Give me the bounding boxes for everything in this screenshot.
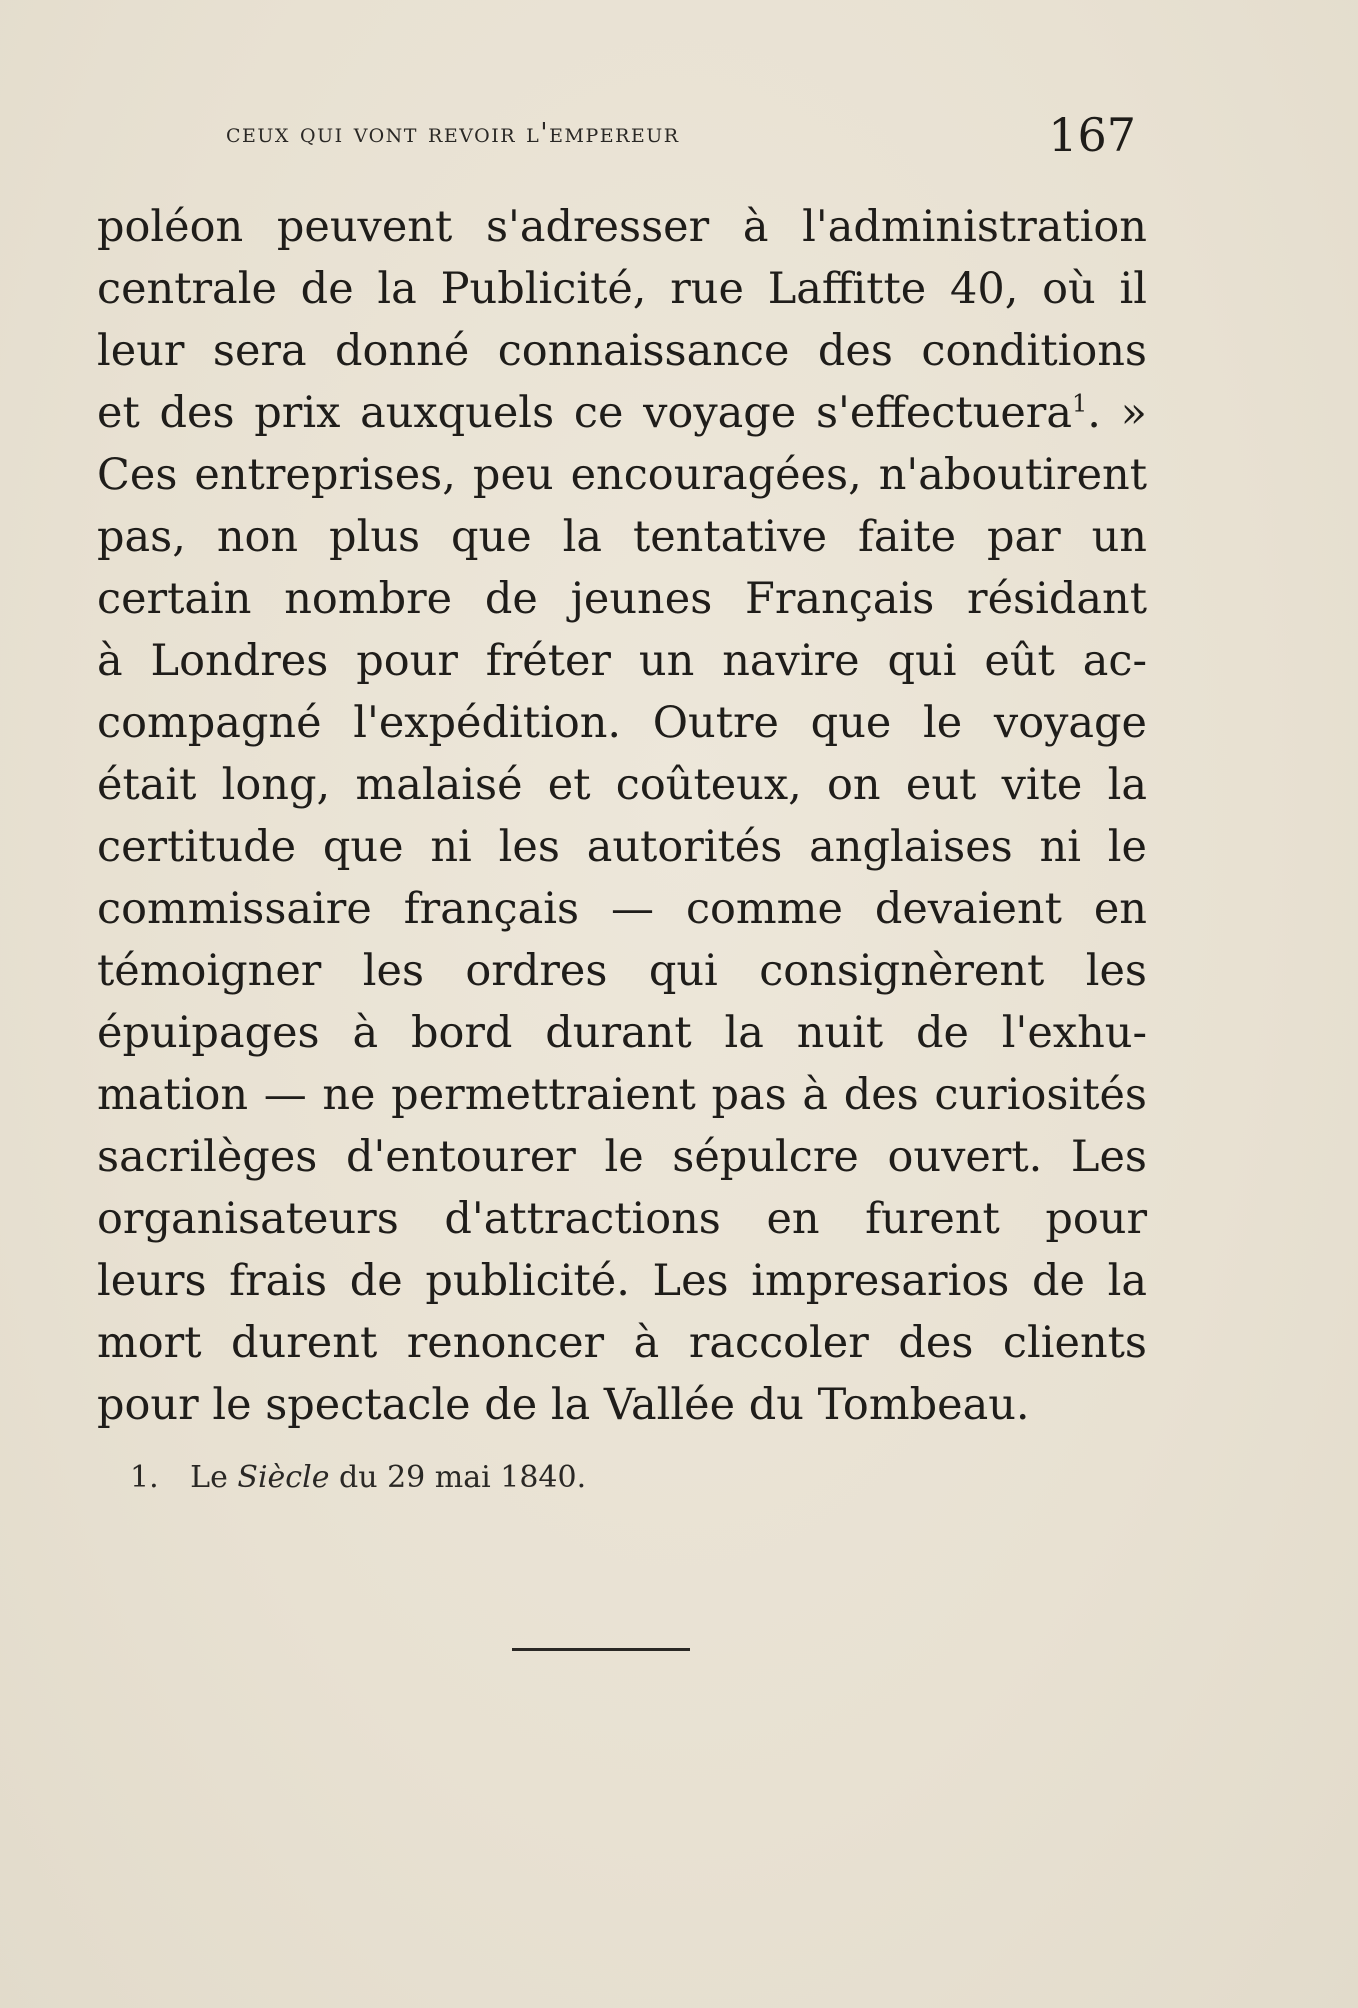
text-line-with-footnote-ref (97, 382, 1147, 444)
footnote-journal: Siècle (237, 1460, 330, 1495)
text-line: centrale de la Publicité, rue Laffitte 40, où il (97, 264, 1147, 314)
text-line: Ces entreprises, peu encouragées, n'aboutirent (97, 450, 1147, 500)
closing-quote: . » (1087, 388, 1147, 438)
text-line: pour le spectacle de la Vallée du Tombeau. (97, 1380, 1030, 1430)
text-line: à Londres pour fréter un navire qui eût ac- (97, 636, 1147, 686)
text-line: poléon peuvent s'adresser à l'administration (97, 202, 1147, 252)
running-title: ceux qui vont revoir l'empereur (226, 118, 680, 149)
text-line: mort durent renoncer à raccoler des clients (97, 1318, 1147, 1368)
body-text (97, 196, 1147, 1436)
footnote (130, 1460, 586, 1495)
text-line: épuipages à bord durant la nuit de l'exhu- (97, 1008, 1147, 1058)
text-line: commissaire français — comme devaient en (97, 884, 1147, 934)
text-line: sacrilèges d'entourer le sépulcre ouvert. Les (97, 1132, 1147, 1182)
text-line: pas, non plus que la tentative faite par un (97, 512, 1147, 562)
end-of-chapter-rule (512, 1648, 690, 1651)
text-line-content: et des prix auxquels ce voyage s'effectuera (97, 388, 1072, 438)
text-line: organisateurs d'attractions en furent pour (97, 1194, 1147, 1244)
footnote-ref: 1 (1071, 389, 1088, 418)
page-number: 167 (1048, 108, 1136, 162)
page-header (226, 108, 1136, 168)
text-line: était long, malaisé et coûteux, on eut vite la (97, 760, 1147, 810)
text-line: certitude que ni les autorités anglaises ni le (97, 822, 1147, 872)
text-line: leurs frais de publicité. Les impresarios de la (97, 1256, 1147, 1306)
text-line: témoigner les ordres qui consignèrent les (97, 946, 1147, 996)
footnote-number: 1. (130, 1460, 159, 1495)
footnote-date: du 29 mai 1840. (339, 1460, 587, 1495)
text-line: leur sera donné connaissance des conditions (97, 326, 1147, 376)
text-line: mation — ne permettraient pas à des curiosités (97, 1070, 1147, 1120)
footnote-prefix: Le (190, 1460, 228, 1495)
text-line: compagné l'expédition. Outre que le voyage (97, 698, 1147, 748)
text-line: certain nombre de jeunes Français résidant (97, 574, 1147, 624)
